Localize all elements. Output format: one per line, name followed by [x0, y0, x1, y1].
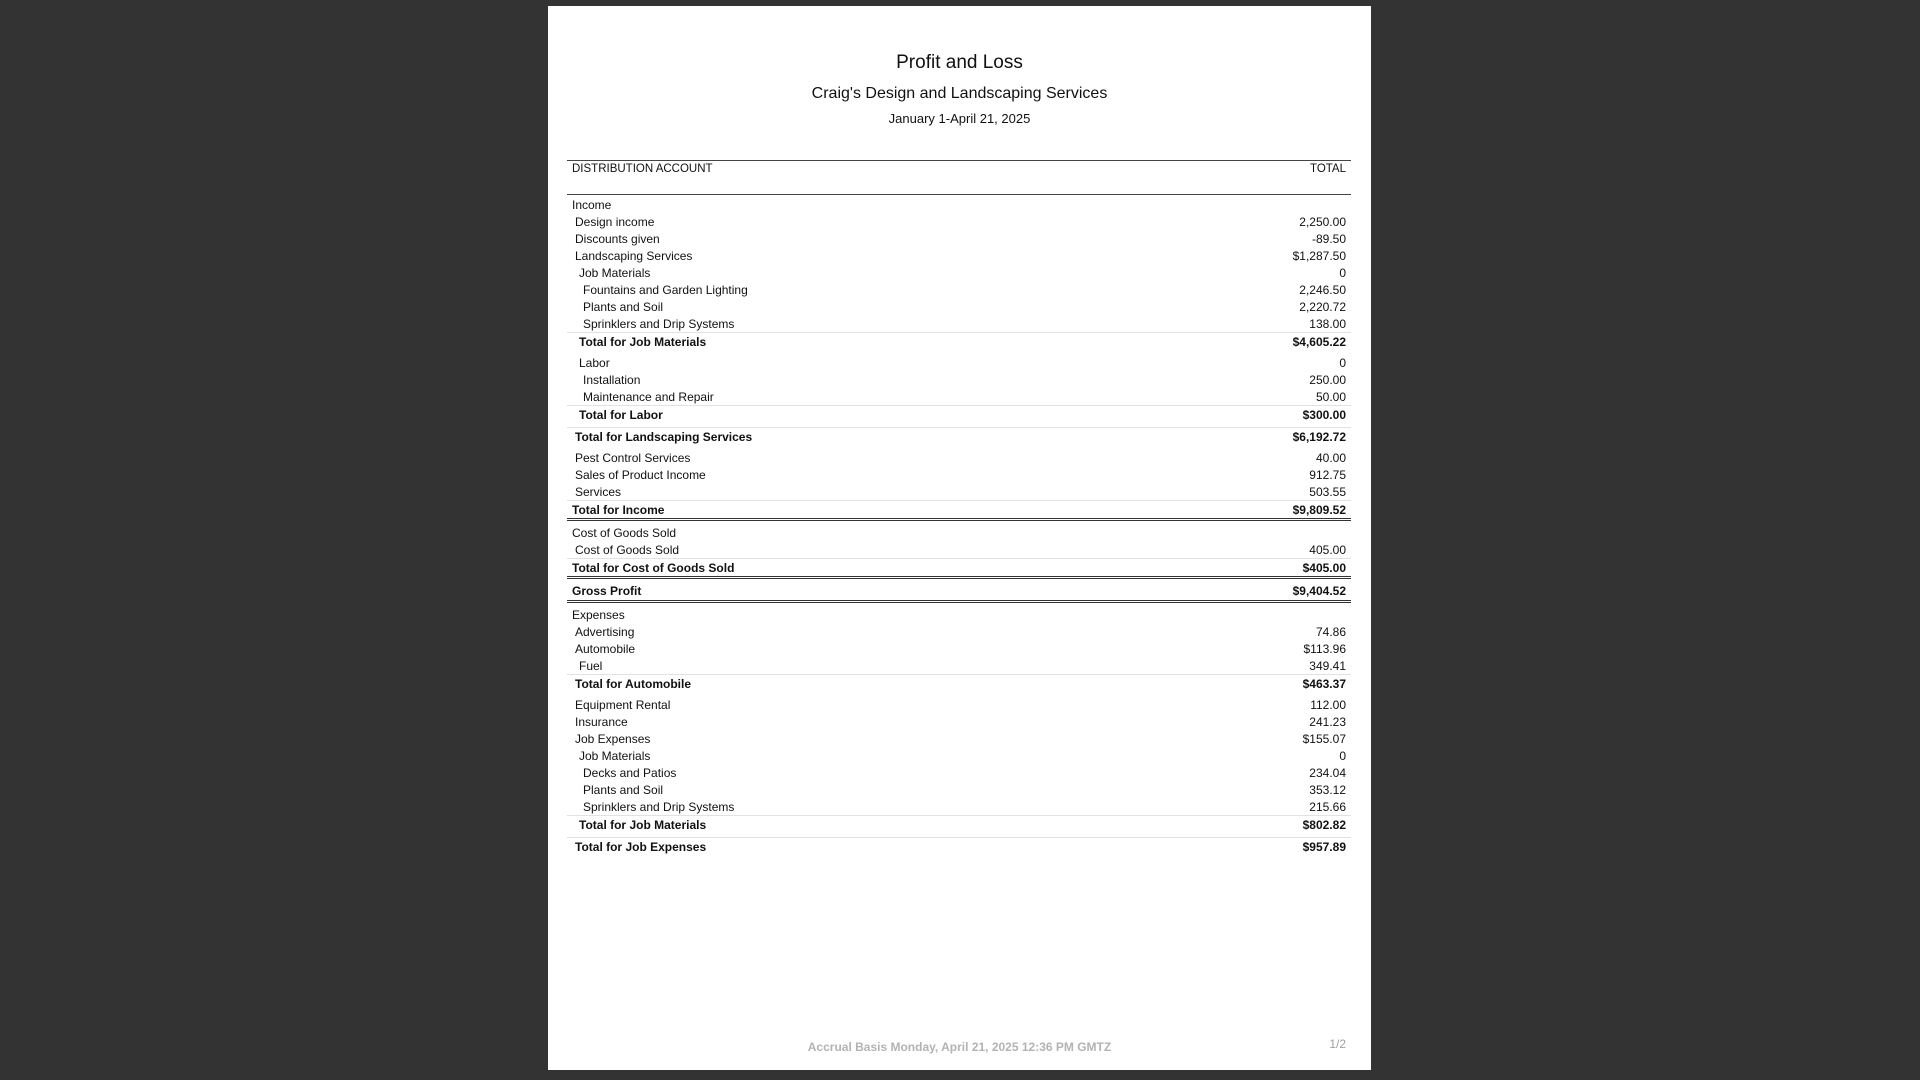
row-amount: 215.66 — [1309, 799, 1346, 814]
table-row — [567, 764, 1351, 781]
row-label: Expenses — [572, 607, 625, 622]
row-amount: $6,192.72 — [1292, 429, 1346, 444]
row-label: Fountains and Garden Lighting — [583, 282, 748, 297]
row-label: Landscaping Services — [575, 248, 693, 263]
row-amount: 2,220.72 — [1299, 299, 1346, 314]
row-label: Fuel — [579, 658, 603, 673]
row-label: Plants and Soil — [583, 782, 664, 797]
row-label: Total for Landscaping Services — [575, 429, 753, 444]
row-amount: 0 — [1339, 748, 1346, 763]
row-amount: $155.07 — [1302, 731, 1346, 746]
total-row — [567, 837, 1351, 855]
report-table — [567, 160, 1351, 859]
table-row — [567, 640, 1351, 657]
row-amount: -89.50 — [1311, 231, 1346, 246]
page-number: 1/2 — [1329, 1037, 1346, 1051]
row-label: Cost of Goods Sold — [572, 525, 677, 540]
row-label: Decks and Patios — [583, 765, 677, 780]
table-row — [567, 281, 1351, 298]
row-amount: $802.82 — [1302, 817, 1346, 832]
row-label: Maintenance and Repair — [583, 389, 714, 404]
table-row — [567, 247, 1351, 264]
row-amount: $405.00 — [1302, 560, 1346, 575]
row-label: Job Materials — [579, 265, 651, 280]
row-label: Total for Cost of Goods Sold — [572, 560, 735, 575]
section-cogs — [567, 524, 1351, 541]
row-amount: $957.89 — [1302, 839, 1346, 854]
row-label: Equipment Rental — [575, 697, 671, 712]
row-amount: 74.86 — [1315, 624, 1346, 639]
table-row — [567, 781, 1351, 798]
total-row — [567, 815, 1351, 833]
table-row — [567, 354, 1351, 371]
row-label: Total for Job Materials — [579, 334, 707, 349]
row-amount: $9,404.52 — [1292, 584, 1346, 598]
section-expenses — [567, 606, 1351, 623]
total-row — [567, 558, 1351, 579]
row-label: Automobile — [575, 641, 636, 656]
row-amount: 241.23 — [1309, 714, 1346, 729]
row-label: Design income — [575, 214, 655, 229]
row-label: Total for Automobile — [575, 676, 691, 691]
table-row — [567, 466, 1351, 483]
row-amount: $463.37 — [1302, 676, 1346, 691]
row-amount: $9,809.52 — [1292, 502, 1346, 517]
table-row — [567, 213, 1351, 230]
row-label: Services — [575, 484, 622, 499]
total-row — [567, 405, 1351, 423]
row-amount: $4,605.22 — [1292, 334, 1346, 349]
row-amount: $113.96 — [1303, 641, 1346, 656]
table-row — [567, 388, 1351, 405]
row-amount: 0 — [1339, 265, 1346, 280]
table-row — [567, 315, 1351, 332]
row-label: Total for Labor — [579, 407, 663, 422]
total-row — [567, 427, 1351, 445]
company-name: Craig's Design and Landscaping Services — [811, 85, 1108, 102]
row-amount: 250.00 — [1309, 372, 1346, 387]
row-label: Total for Job Materials — [579, 817, 707, 832]
row-amount: 0 — [1339, 355, 1346, 370]
report-page — [548, 6, 1371, 1070]
row-amount: 112.00 — [1310, 697, 1346, 712]
total-row — [567, 500, 1351, 521]
row-label: Job Materials — [579, 748, 651, 763]
section-income — [567, 196, 1351, 213]
row-label: Sprinklers and Drip Systems — [583, 316, 735, 331]
table-row — [567, 657, 1351, 674]
table-row — [567, 623, 1351, 640]
total-row — [567, 332, 1351, 350]
table-row — [567, 541, 1351, 558]
report-footer: Accrual Basis Monday, April 21, 2025 12:36 PM GMTZ — [807, 1040, 1112, 1054]
row-label: Discounts given — [575, 231, 660, 246]
table-row — [567, 371, 1351, 388]
table-row — [567, 730, 1351, 747]
total-row — [567, 674, 1351, 692]
row-label: Job Expenses — [575, 731, 651, 746]
row-amount: 405.00 — [1309, 542, 1346, 557]
row-amount: 2,246.50 — [1299, 282, 1346, 297]
table-row — [567, 449, 1351, 466]
table-row — [567, 230, 1351, 247]
row-label: Plants and Soil — [583, 299, 664, 314]
row-amount: 234.04 — [1309, 765, 1346, 780]
row-amount: 138.00 — [1309, 316, 1346, 331]
table-row — [567, 298, 1351, 315]
row-amount: 349.41 — [1309, 658, 1346, 673]
row-amount: 353.12 — [1309, 782, 1346, 797]
row-label: Total for Job Expenses — [575, 839, 707, 854]
row-label: Insurance — [575, 714, 628, 729]
row-amount: $1,287.50 — [1292, 248, 1346, 263]
row-amount: 912.75 — [1309, 467, 1346, 482]
row-label: Gross Profit — [572, 584, 642, 598]
report-period: January 1-April 21, 2025 — [888, 111, 1031, 126]
row-label: Labor — [579, 355, 610, 370]
row-amount: $300.00 — [1302, 407, 1346, 422]
row-label: Sprinklers and Drip Systems — [583, 799, 735, 814]
row-label: Cost of Goods Sold — [575, 542, 680, 557]
row-label: Installation — [583, 372, 641, 387]
row-amount: 2,250.00 — [1299, 214, 1346, 229]
row-label: Advertising — [575, 624, 635, 639]
table-header — [567, 161, 1351, 195]
row-label: Total for Income — [572, 502, 665, 517]
row-label: Pest Control Services — [575, 450, 691, 465]
table-row — [567, 483, 1351, 500]
row-label: Income — [572, 197, 612, 212]
row-amount: 50.00 — [1315, 389, 1346, 404]
column-header-total: TOTAL — [1310, 163, 1346, 175]
row-amount: 503.55 — [1309, 484, 1346, 499]
report-title: Profit and Loss — [896, 52, 1023, 73]
table-row — [567, 747, 1351, 764]
row-amount: 40.00 — [1315, 450, 1346, 465]
table-row — [567, 264, 1351, 281]
column-header-account: DISTRIBUTION ACCOUNT — [572, 163, 713, 175]
table-row — [567, 713, 1351, 730]
table-row — [567, 696, 1351, 713]
gross-profit-row — [567, 582, 1351, 603]
table-row — [567, 798, 1351, 815]
row-label: Sales of Product Income — [575, 467, 706, 482]
